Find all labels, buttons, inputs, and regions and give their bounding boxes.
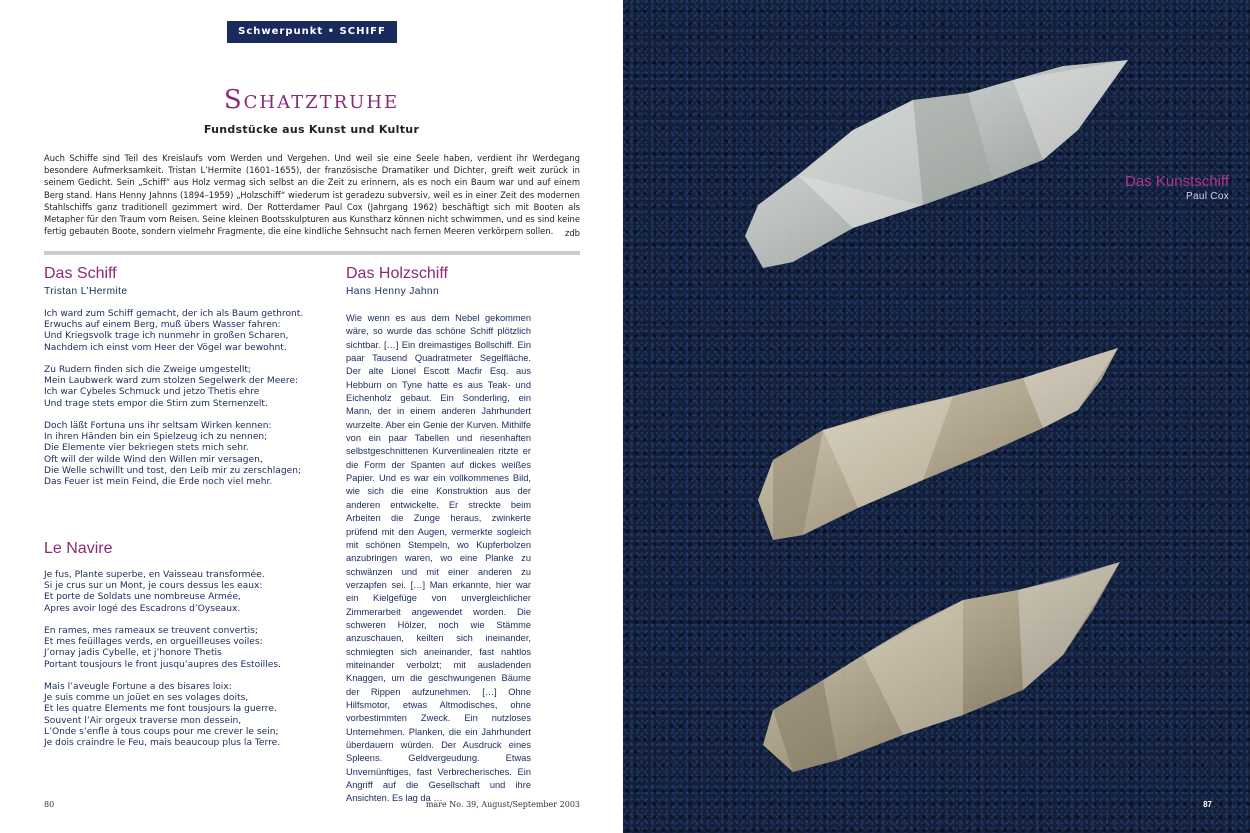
section-author-holzschiff: Hans Henny Jahnn xyxy=(346,286,440,297)
page-number-right: 87 xyxy=(1203,800,1212,809)
page-title: Schatztruhe xyxy=(223,85,400,115)
boat-sculptures-image xyxy=(623,0,1250,833)
intro-signature: zdb xyxy=(564,228,580,238)
poem-stanza: Je fus, Plante superbe, en Vaisseau transformée. Si je crus sur un Mont, je cours dessus les eaux: Et porte de Soldats une nombreuse Armée, Apres avoir logé des Escadrons d’Oyseaux. xyxy=(44,570,265,614)
prose-text: Wie wenn es aus dem Nebel gekommen wäre, so wurde das schöne Schiff plötzlich sichtbar. […] Ein dreimastiges Bollschiff. Ein paar Tausend Quadratmeter Segelfläche. Der alte Lionel Escott Macfir Esq. aus Hebburn on Tyne hatte es aus Teak- und Eichenholz gebaut. Ein Sonderling, ein Mann, der in einem anderen Jahrhundert wurzelte. Aber ein Genie der Kurven. Mithilfe von ein paar Tabellen und riesenhaften selbstgeschnittenen Kurvenlinealen ritzte er die Form der Spanten auf dickes weißes Papier. Und es war ein vollkommenes Bild, wie sich die eine Konstruktion aus der anderen entwickelte. Er streckte beim Arbeiten die Zunge heraus, zwinkerte prüfend mit den Augen, vermerkte sogleich mit schönen Stempeln, wo Kupferbolzen anzubringen waren, wo eine Planke zu schwänzen und mit einer anderen zu verzapfen sei. […] Man erkannte, hier war ein Kielgefüge von unvergleichlicher Zimmerarbeit angewendet worden. Die schweren Hölzer, noch wie Stämme anzuschauen, keilten sich ineinander, schmiegten sich aneinander, fast nahtlos miteinander verbolzt; mit ausladenden Knaggen, um die geschwungenen Bäume der Rippen aufzunehmen. […] Ohne Hilfsmotor, etwas Altmodisches, ohne vorbestimmten Zweck. Ein nutzloses Unternehmen. Planken, die ein Jahrhundert überdauern würden. Der Ausdruck eines Spleens. Geldvergeudung. Etwas Unvernünftiges, fast Verbrecherisches. Ein Angriff auf die Gesellschaft und ihre Ansichten. Es lag da … xyxy=(346,313,531,804)
section-title-holzschiff: Das Holzschiff xyxy=(346,265,448,282)
section-label: Schwerpunkt • SCHIFF xyxy=(227,21,397,43)
magazine-credit: mare No. 39, August/September 2003 xyxy=(425,800,580,809)
intro-text: Auch Schiffe sind Teil des Kreislaufs vom Werden und Vergehen. Und weil sie eine Seele haben, verdient ihr Werdegang besondere Aufmerksamkeit. Tristan L’Hermite (1601–1655), der französische Dramatiker und Dichter, greift weit zurück in seinem Gedicht. Sein „Schiff“ aus Holz vermag sich selbst an die Zeit zu erinnern, als es noch ein Baum war und auf einem Berg stand. Hans Henny Jahnns (1894–1959) „Holzschiff“ wiederum ist geradezu subversiv, weil es in einer Zeit des modernen Stahlschiffs ganz traditionell gezimmert wird. Der Rotterdamer Paul Cox (Jahrgang 1962) beschäftigt sich mit Booten als Metapher für den Traum vom Reisen. Seine kleinen Bootsskulpturen aus Kunstharz können nicht schwimmen, und es sind keine fertig gebauten Boote, sondern vielmehr Fragmente, die eine kindliche Sehnsucht nach fernen Meeren verkörpern sollen. xyxy=(44,153,580,237)
left-page xyxy=(0,0,623,833)
page-subtitle: Fundstücke aus Kunst und Kultur xyxy=(203,123,420,136)
poem-stanza: Zu Rudern finden sich die Zweige umgestellt; Mein Laubwerk ward zum stolzen Segelwerk der Meere: Ich war Cybeles Schmuck und jetzo Thetis ehre Und trage stets empor die Stirn zum Sternenzelt. xyxy=(44,365,299,409)
sculpture-top xyxy=(745,60,1128,268)
right-page-artwork xyxy=(623,0,1250,833)
poem-stanza: Doch läßt Fortuna uns ihr seltsam Wirken kennen: In ihren Händen bin ein Spielzeug ich zu nennen; Die Elemente vier bekriegen stets mich sehr. Oft will der wilde Wind den Willen mir versagen, Die Welle schwillt und tost, den Leib mir zu zerschlagen; Das Feuer ist mein Feind, die Erde noch viel mehr. xyxy=(44,421,302,488)
section-title-schiff: Das Schiff xyxy=(44,265,117,282)
section-author-schiff: Tristan L’Hermite xyxy=(44,286,128,297)
poem-stanza: En rames, mes rameaux se treuvent convertis; Et mes feüillages verds, en orgueilleuses voiles: J’ornay jadis Cybelle, et j’honore Thetis Portant tousjours le front jusqu’aupres des Estoilles. xyxy=(44,626,281,670)
sculpture-bottom xyxy=(763,562,1120,772)
section-title-navire: Le Navire xyxy=(44,540,113,557)
poem-stanza: Ich ward zum Schiff gemacht, der ich als Baum gethront. Erwuchs auf einem Berg, muß übers Wasser fahren: Und Kriegsvolk trage ich nunmehr in großen Scharen, Nachdem ich einst vom Heer der Vögel war bewohnt. xyxy=(44,309,304,353)
divider-rule xyxy=(44,251,580,255)
artwork-artist: Paul Cox xyxy=(1186,191,1229,202)
page-number-left: 80 xyxy=(44,800,55,809)
poem-stanza: Mais l’aveugle Fortune a des bisares loix: Je suis comme un joüet en ses volages doits, Et les quatre Elements me font tousjours la guerre. Souvent l’Air orgeux traverse mon dessein, L’Onde s’enfle à tous coups pour me crever le sein; Je dois craindre le Feu, mais beaucoup plus la Terre. xyxy=(44,682,281,749)
sculpture-middle xyxy=(758,348,1118,540)
artwork-title: Das Kunstschiff xyxy=(1125,173,1229,190)
